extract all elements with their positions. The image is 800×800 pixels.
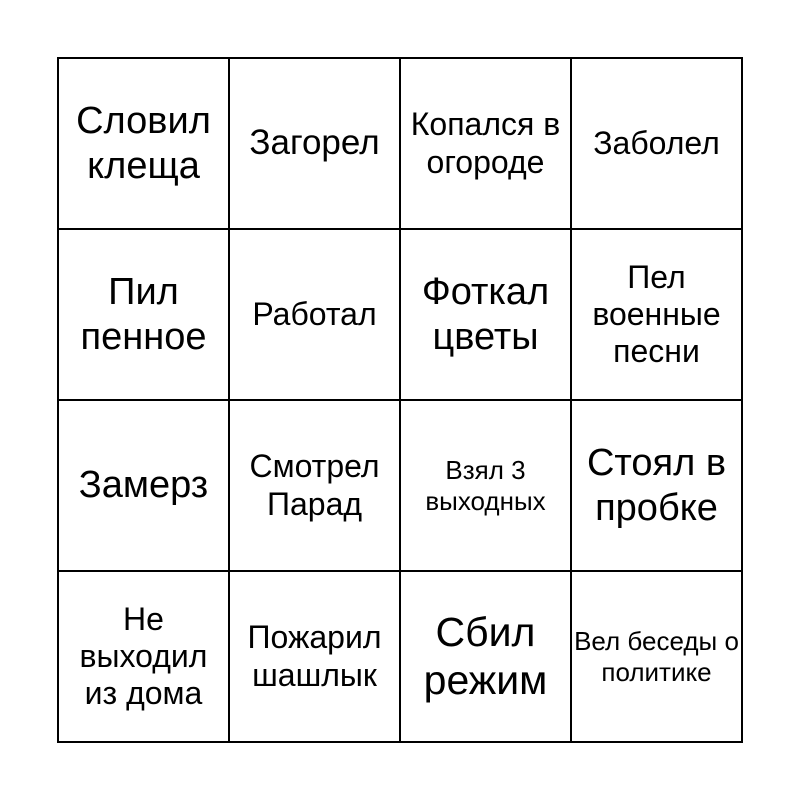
bingo-cell[interactable] (571, 571, 742, 742)
bingo-cell[interactable] (400, 400, 571, 571)
bingo-cell[interactable] (58, 58, 229, 229)
cell-label: Работал (252, 295, 377, 332)
bingo-cell[interactable] (229, 229, 400, 400)
cell-label: Смотрел Парад (249, 448, 380, 522)
cell-label: Копался в огороде (410, 106, 561, 180)
bingo-board (57, 57, 743, 743)
cell-label: Не выходил из дома (79, 600, 208, 712)
bingo-cell[interactable] (58, 571, 229, 742)
bingo-cell[interactable] (400, 571, 571, 742)
cell-label: Сбил режим (423, 608, 548, 703)
bingo-cell[interactable] (58, 229, 229, 400)
cell-label: Пил пенное (80, 271, 207, 358)
bingo-cell[interactable] (571, 229, 742, 400)
cell-label: Замерз (78, 464, 209, 507)
cell-label: Заболел (593, 124, 720, 161)
bingo-cell[interactable] (229, 400, 400, 571)
cell-label: Стоял в пробке (586, 442, 727, 529)
bingo-cell[interactable] (400, 229, 571, 400)
cell-label: Вел беседы о политике (574, 626, 739, 687)
cell-label: Словил клеща (76, 100, 211, 187)
bingo-cell[interactable] (58, 400, 229, 571)
bingo-cell[interactable] (229, 571, 400, 742)
bingo-cell[interactable] (571, 400, 742, 571)
cell-label: Пожарил шашлык (247, 619, 382, 693)
cell-label: Загорел (249, 123, 380, 163)
bingo-cell[interactable] (571, 58, 742, 229)
bingo-cell[interactable] (400, 58, 571, 229)
cell-label: Пел военные песни (592, 258, 721, 370)
cell-label: Взял 3 выходных (425, 455, 546, 516)
bingo-cell[interactable] (229, 58, 400, 229)
cell-label: Фоткал цветы (421, 271, 550, 358)
